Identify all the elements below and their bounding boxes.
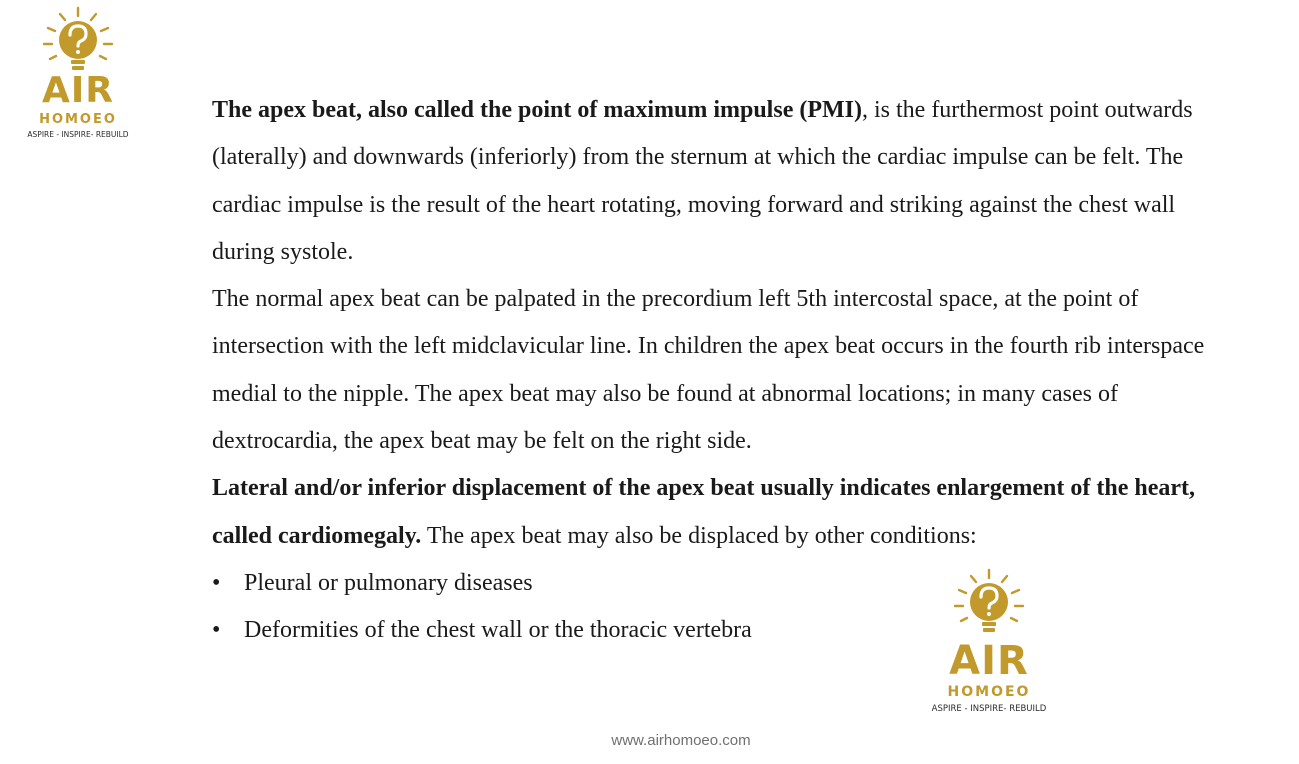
logo-subtitle: HOMOEO xyxy=(947,684,1031,700)
list-item xyxy=(212,607,1222,654)
conditions-list xyxy=(212,560,1222,655)
lightbulb-logo-icon xyxy=(951,568,1027,638)
paragraph-location: The normal apex beat can be palpated in the precordium left 5th intercostal space, at the point of intersection with the left midclavicular line. In children the apex beat occurs in the fourth rib interspace medial to the nipple. The apex beat may also be found at abnormal locations; in many cases of dextrocardia, the apex beat may be felt on the right side. xyxy=(212,286,1205,455)
displacement-bold: Lateral and/or inferior displacement of the apex beat usually indicates enlargement of the heart, called cardiomegaly. xyxy=(212,475,1196,549)
paragraph-displacement xyxy=(212,465,1222,560)
logo-subtitle: HOMOEO xyxy=(39,112,117,127)
list-item-text: Pleural or pulmonary diseases xyxy=(244,569,533,596)
bullet-icon: • xyxy=(212,569,221,596)
logo-tagline: ASPIRE - INSPIRE- REBUILD xyxy=(27,130,129,139)
logo-wordmark: AIR xyxy=(949,638,1029,684)
footer-url: www.airhomoeo.com xyxy=(611,732,751,749)
slide-body xyxy=(212,87,1222,655)
list-item-text: Deformities of the chest wall or the thoracic vertebra xyxy=(244,617,752,644)
list-item xyxy=(212,560,1222,607)
logo-top xyxy=(18,6,138,138)
definition-text: , is the furthermost point outwards (laterally) and downwards (inferiorly) from the sternum at which the cardiac impulse can be felt. The cardiac impulse is the result of the heart rotating, moving forward and striking against the chest wall during systole. xyxy=(212,97,1193,265)
logo-bottom xyxy=(924,566,1054,716)
definition-bold: The apex beat, also called the point of maximum impulse (PMI) xyxy=(212,97,862,123)
lightbulb-logo-icon xyxy=(40,6,116,76)
logo-tagline: ASPIRE - INSPIRE- REBUILD xyxy=(931,704,1047,714)
paragraph-definition xyxy=(212,87,1222,276)
logo-wordmark: AIR xyxy=(42,70,114,111)
bullet-icon: • xyxy=(212,617,221,644)
displacement-text: The apex beat may also be displaced by other conditions: xyxy=(421,522,977,549)
